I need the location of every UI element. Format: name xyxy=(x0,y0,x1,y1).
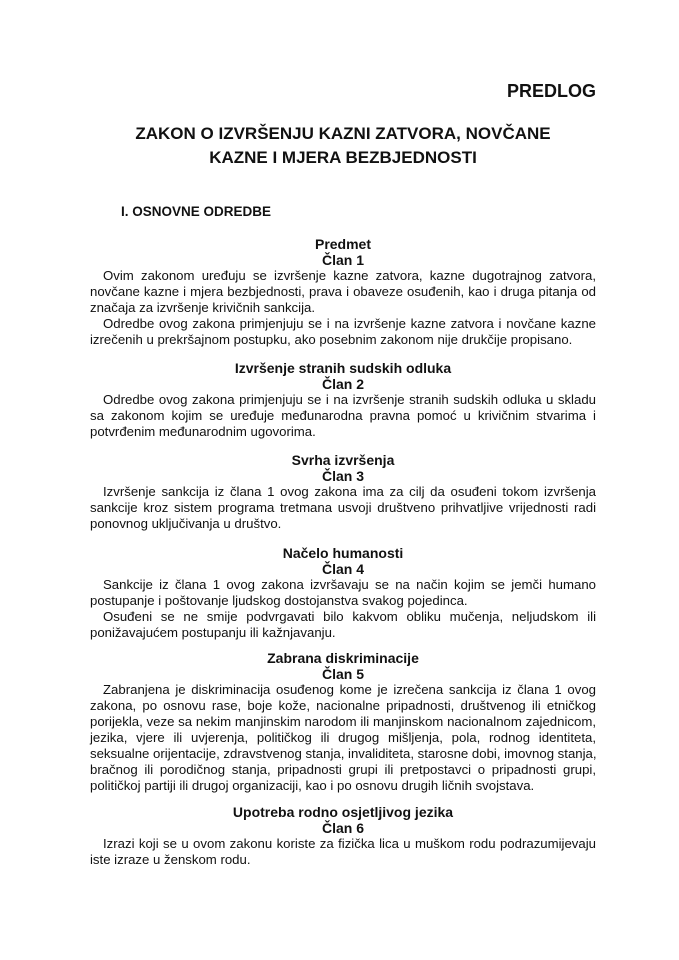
text-line: iste izraze u ženskom rodu. xyxy=(90,852,251,867)
paragraph xyxy=(90,682,596,794)
section-heading: Izvršenje stranih sudskih odluka xyxy=(234,360,452,376)
article-section xyxy=(90,804,596,868)
article-number: Član 6 xyxy=(321,820,364,836)
article-section xyxy=(90,452,596,532)
text-line: Ovim zakonom uređuju se izvršenje kazne zatvora, kazne dugotrajnog zatvora, xyxy=(103,268,596,283)
text-line: značaja za izvršenje krivičnih sankcija. xyxy=(90,300,316,315)
article-section xyxy=(90,236,596,348)
paragraph xyxy=(90,836,596,868)
article-number: Član 2 xyxy=(321,376,364,392)
article-number: Član 1 xyxy=(321,252,364,268)
article-number: Član 4 xyxy=(321,561,364,577)
text-line: političkoj partiji ili drugoj organizaciji, kao i po osnovu drugih ličnih svojstava. xyxy=(90,778,535,793)
title-line: KAZNE I MJERA BEZBJEDNOSTI xyxy=(209,148,477,167)
article-number: Član 5 xyxy=(321,666,364,682)
section-heading: Predmet xyxy=(314,236,372,252)
title-line: ZAKON O IZVRŠENJU KAZNI ZATVORA, NOVČANE xyxy=(135,124,551,143)
text-line: sa zakonom kojim se uređuje međunarodna pravna pomoć u krivičnim stvarima i xyxy=(90,408,596,423)
text-line: Izvršenje sankcija iz člana 1 ovog zakona ima za cilj da osuđeni tokom izvršenja xyxy=(103,484,596,499)
text-line: ponovnog uključivanja u društvo. xyxy=(90,516,282,531)
article-section xyxy=(90,650,596,794)
text-line: bračnog ili porodičnog stanja, pripadnosti grupi ili pretpostavci o pripadnosti grupi, xyxy=(90,762,596,777)
article-section xyxy=(90,545,596,641)
section-heading: Svrha izvršenja xyxy=(291,452,395,468)
text-line: Izrazi koji se u ovom zakonu koriste za fizička lica u muškom rodu podrazumijevaju xyxy=(103,836,596,851)
paragraph xyxy=(90,392,596,440)
text-line: novčane kazne i mjera bezbjednosti, prava i obaveze osuđenih, kao i druga pitanja od xyxy=(90,284,596,299)
text-line: Zabranjena je diskriminacija osuđenog kome je izrečena sankcija iz člana 1 ovog xyxy=(103,682,596,697)
text-line: postupanje i poštovanje ljudskog dostojanstva svakog pojedinca. xyxy=(90,593,468,608)
text-line: potvrđenim međunarodnim ugovorima. xyxy=(90,424,316,439)
text-line: Odredbe ovog zakona primjenjuju se i na izvršenje kazne zatvora i novčane kazne xyxy=(103,316,596,331)
text-line: porijekla, veze sa nekim manjinskim narodom ili manjinskom nacionalnom zajednicom, xyxy=(90,714,596,729)
section-heading: Načelo humanosti xyxy=(282,545,404,561)
text-line: Sankcije iz člana 1 ovog zakona izvršavaju se na način kojim se jemči humano xyxy=(103,577,596,592)
section-heading: Upotreba rodno osjetljivog jezika xyxy=(232,804,454,820)
article-section xyxy=(90,360,596,440)
text-line: Odredbe ovog zakona primjenjuju se i na izvršenje stranih sudskih odluka u skladu xyxy=(103,392,596,407)
document-title xyxy=(90,122,596,170)
text-line: zakona, po osnovu rase, boje kože, nacionalne pripadnosti, društvenog ili etničkog xyxy=(90,698,596,713)
article-number: Član 3 xyxy=(321,468,364,484)
document-label: PREDLOG xyxy=(506,81,596,101)
paragraph xyxy=(90,268,596,316)
paragraph xyxy=(90,484,596,532)
text-line: sankcije kroz sistem programa tretmana usvoji društveno prihvatljive vrijednosti radi xyxy=(90,500,596,515)
paragraph xyxy=(90,316,596,348)
text-line: ponižavajućem postupanju ili kažnjavanju. xyxy=(90,625,336,640)
paragraph xyxy=(90,609,596,641)
paragraph xyxy=(90,577,596,609)
part-heading: I. OSNOVNE ODREDBE xyxy=(121,204,272,219)
text-line: seksualne orijentacije, zdravstvenog stanja, invaliditeta, starosne dobi, imovnog stanja, xyxy=(90,746,597,761)
text-line: izrečenih u prekršajnom postupku, ako posebnim zakonom nije drukčije propisano. xyxy=(90,332,573,347)
text-line: jezika, vjere ili uvjerenja, političkog ili drugog mišljenja, pola, rodnog identiteta, xyxy=(90,730,596,745)
text-line: Osuđeni se ne smije podvrgavati bilo kakvom obliku mučenja, neljudskom ili xyxy=(103,609,596,624)
section-heading: Zabrana diskriminacije xyxy=(267,650,419,666)
